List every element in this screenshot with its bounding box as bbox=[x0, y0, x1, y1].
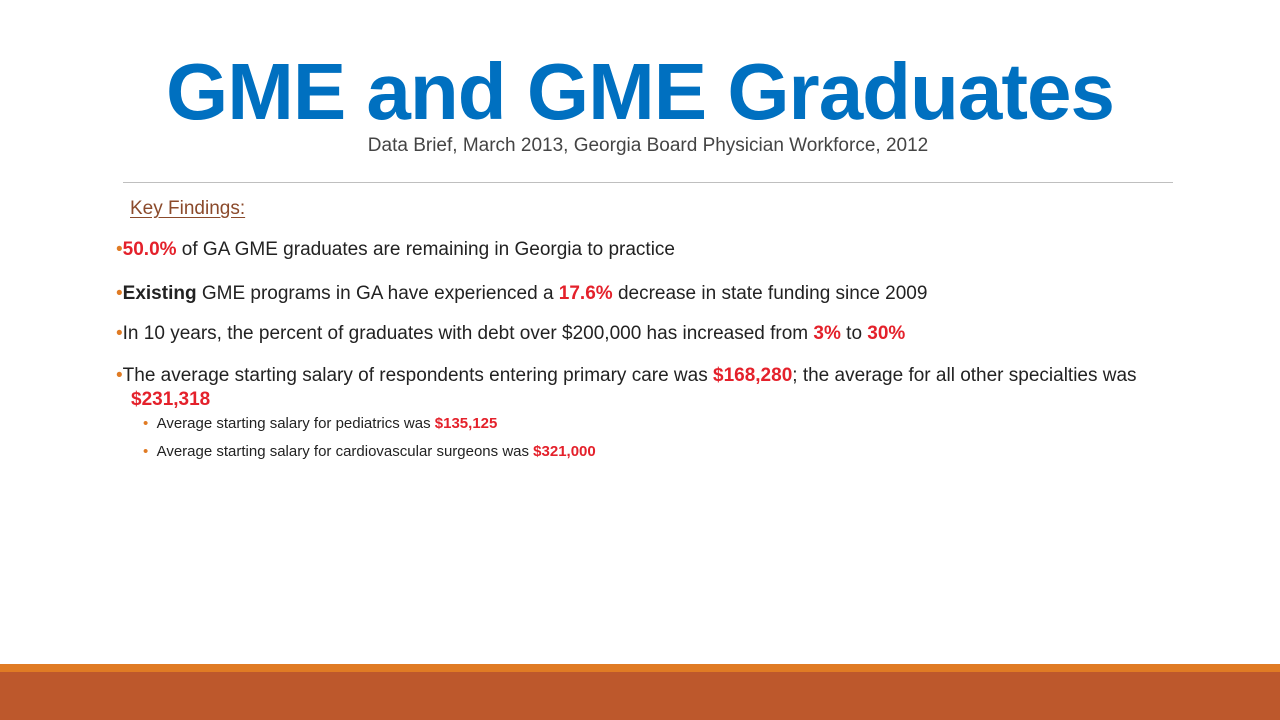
highlight-value: $231,318 bbox=[131, 389, 211, 410]
bullet-graduate-debt bbox=[116, 322, 1171, 346]
bullet-text: Average starting salary for pediatrics was bbox=[156, 415, 435, 432]
highlight-value: $321,000 bbox=[533, 443, 596, 460]
bullet-dot-icon: • bbox=[143, 415, 157, 432]
bullet-dot-icon: • bbox=[143, 443, 157, 460]
bullet-text: decrease in state funding since 2009 bbox=[612, 283, 928, 304]
highlight-value: 50.0% bbox=[122, 239, 177, 260]
bullet-text: GME programs in GA have experienced a bbox=[196, 283, 559, 304]
bullet-dot-icon: • bbox=[116, 283, 123, 304]
footer-bar bbox=[0, 672, 1280, 720]
bullet-text: Average starting salary for cardiovascular surgeons was bbox=[156, 443, 534, 460]
bullet-text: ; the average for all other specialties was bbox=[792, 365, 1137, 386]
bold-keyword: Existing bbox=[122, 283, 197, 304]
subbullet-cardio-salary bbox=[143, 442, 1060, 462]
bullet-text: of GA GME graduates are remaining in Georgia to practice bbox=[176, 239, 676, 260]
highlight-value: $135,125 bbox=[434, 415, 498, 432]
highlight-value: $168,280 bbox=[713, 365, 793, 386]
bullet-text: In 10 years, the percent of graduates with debt over $200,000 has increased from bbox=[122, 323, 814, 344]
bullet-state-funding bbox=[116, 282, 1171, 306]
highlight-value: 17.6% bbox=[558, 283, 613, 304]
bullet-text: to bbox=[840, 323, 868, 344]
bullet-dot-icon: • bbox=[116, 239, 123, 260]
bullet-graduates-remaining bbox=[116, 238, 1171, 262]
bullet-text: The average starting salary of respondents entering primary care was bbox=[122, 365, 714, 386]
divider-line bbox=[123, 182, 1173, 183]
bullet-dot-icon: • bbox=[116, 365, 123, 386]
footer-accent-bar bbox=[0, 664, 1280, 672]
highlight-value: 3% bbox=[813, 323, 841, 344]
key-findings-label: Key Findings: bbox=[130, 198, 246, 219]
bullet-dot-icon: • bbox=[116, 323, 123, 344]
slide-title: GME and GME Graduates bbox=[165, 47, 1115, 136]
bullet-starting-salary bbox=[116, 364, 1171, 412]
subbullet-pediatrics-salary bbox=[143, 414, 1060, 434]
highlight-value: 30% bbox=[867, 323, 906, 344]
slide-subtitle: Data Brief, March 2013, Georgia Board Physician Workforce, 2012 bbox=[367, 135, 929, 156]
